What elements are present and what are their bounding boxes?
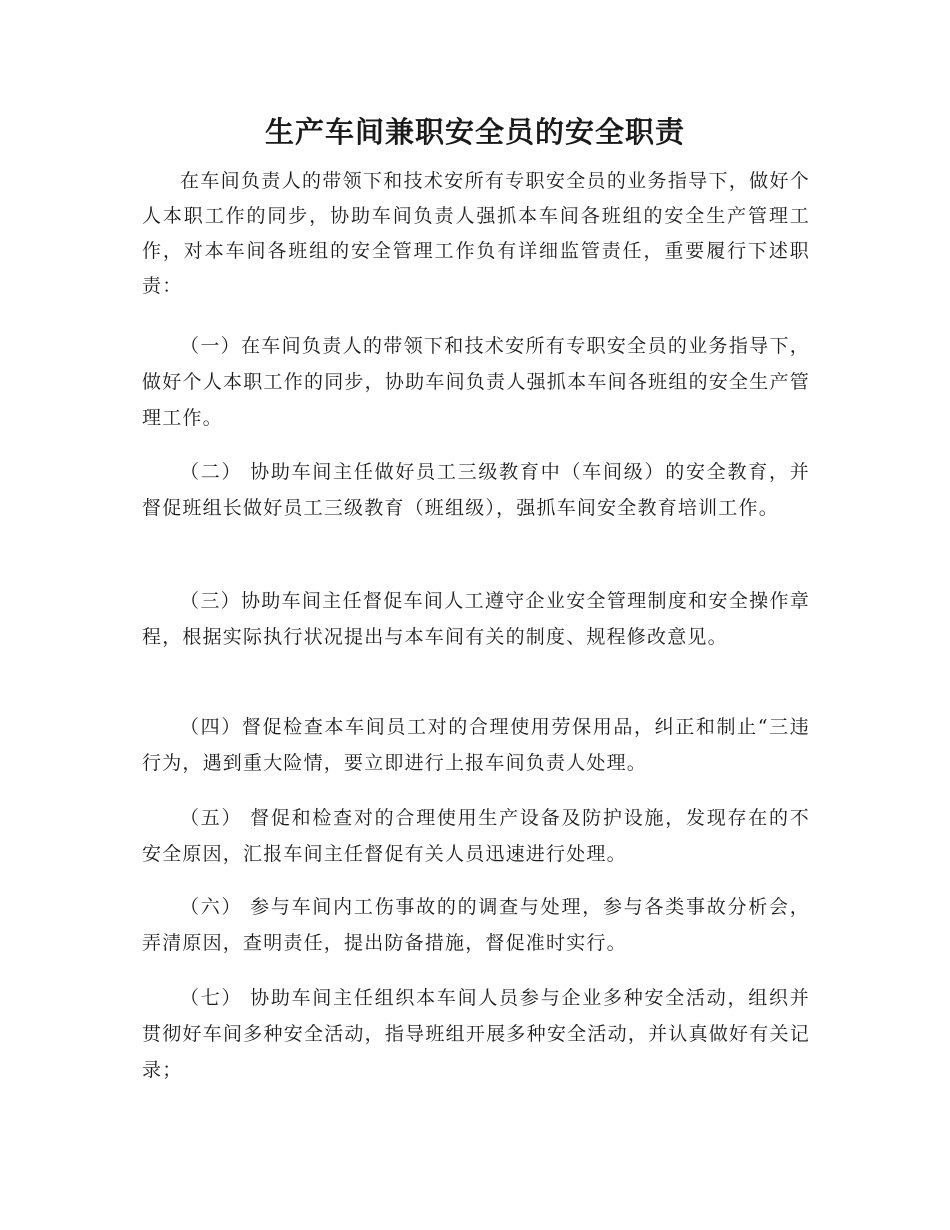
duty-item-7: （七） 协助车间主任组织本车间人员参与企业多种安全活动，组织并贯彻好车间多种安全活动，指导班组开展多种安全活动，并认真做好有关记录； [142, 987, 810, 1081]
duty-item-1: （一）在车间负责人的带领下和技术安所有专职安全员的业务指导下，做好个人本职工作的同步，协助车间负责人强抓本车间各班组的安全生产管理工作。 [142, 335, 810, 429]
duty-item-3: （三）协助车间主任督促车间人工遵守企业安全管理制度和安全操作章程，根据实际执行状况提出与本车间有关的制度、规程修改意见。 [142, 590, 810, 648]
document-title: 生产车间兼职安全员的安全职责 [264, 115, 685, 149]
intro-paragraph: 在车间负责人的带领下和技术安所有专职安全员的业务指导下，做好个人本职工作的同步，协助车间负责人强抓本车间各班组的安全生产管理工作，对本车间各班组的安全管理工作负有详细监管责任，重要履行下述职责： [142, 170, 810, 297]
duty-item-6: （六） 参与车间内工伤事故的的调查与处理，参与各类事故分析会，弄清原因，查明责任，提出防备措施，督促准时实行。 [142, 896, 810, 954]
duty-item-2: （二） 协助车间主任做好员工三级教育中（车间级）的安全教育，并督促班组长做好员工三级教育（班组级），强抓车间安全教育培训工作。 [142, 461, 810, 519]
duty-item-4: （四）督促检查本车间员工对的合理使用劳保用品，纠正和制止“三违行为，遇到重大险情，要立即进行上报车间负责人处理。 [142, 716, 810, 774]
duty-item-5: （五） 督促和检查对的合理使用生产设备及防护设施，发现存在的不安全原因，汇报车间主任督促有关人员迅速进行处理。 [142, 807, 810, 865]
